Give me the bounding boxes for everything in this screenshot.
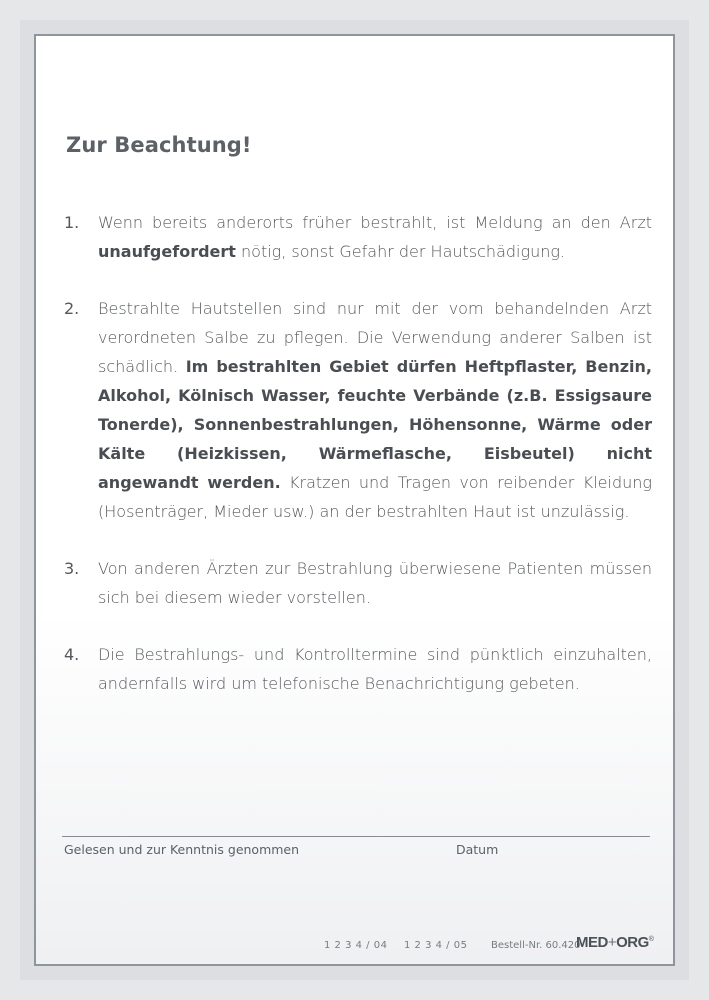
- list-item: [64, 554, 652, 612]
- item-text: [98, 294, 652, 526]
- item-text: [98, 640, 652, 698]
- medorg-logo: [576, 934, 653, 951]
- list-item: [64, 208, 652, 266]
- item-text-part: Von anderen Ärzten zur Bestrahlung überwiesene Patienten müssen sich bei diesem wieder vorstellen.: [98, 559, 652, 607]
- item-text-part: nötig, sonst Gefahr der Hautschädigung.: [235, 242, 566, 261]
- item-text-part: Die Bestrahlungs- und Kontrolltermine sind pünktlich einzuhalten, andernfalls wird um telefonische Benachrichtigung gebeten.: [98, 645, 652, 693]
- footer-code-2: 1 2 3 4 / 05: [404, 940, 468, 951]
- signature-line: [62, 836, 650, 837]
- order-number: Bestell-Nr. 60.420: [491, 940, 581, 951]
- item-number: 1.: [64, 213, 80, 232]
- list-item: [64, 640, 652, 698]
- logo-plus: +: [607, 934, 617, 951]
- date-label: Datum: [456, 842, 499, 857]
- instruction-list: [64, 208, 652, 726]
- item-number: 3.: [64, 559, 80, 578]
- item-text: [98, 554, 652, 612]
- document-title: Zur Beachtung!: [66, 133, 252, 157]
- item-number: 2.: [64, 299, 80, 318]
- document-sheet: [34, 34, 675, 966]
- logo-text-right: ORG: [616, 934, 649, 951]
- signature-label: Gelesen und zur Kenntnis genommen: [64, 842, 300, 857]
- item-text: [98, 208, 652, 266]
- item-text-part: Bestrahlte Hautstellen sind nur mit der vom behandelnden Arzt verordneten Salbe zu pflegen. Die Verwendung anderer Salben ist schädlich.: [98, 299, 652, 376]
- logo-registered-mark: ®: [648, 936, 654, 943]
- item-text-bold: Im bestrahlten Gebiet dürfen Heftpflaster, Benzin, Alkohol, Kölnisch Wasser, feuchte Verbände (z.B. Essigsaure Tonerde), Sonnenbestrahlungen, Höhensonne, Wärme oder Kälte (Heizkissen, Wärmeflasche, Eisbeutel) nicht angewandt werden.: [98, 357, 652, 492]
- item-number: 4.: [64, 645, 80, 664]
- footer-code-1: 1 2 3 4 / 04: [324, 940, 388, 951]
- logo-text-left: MED: [576, 934, 608, 951]
- item-text-part: Wenn bereits anderorts früher bestrahlt, ist Meldung an den Arzt: [98, 213, 652, 232]
- item-text-part: Kratzen und Tragen von reibender Kleidung (Hosenträger, Mieder usw.) an der bestrahlten Haut ist unzulässig.: [98, 473, 652, 521]
- list-item: [64, 294, 652, 526]
- item-text-bold: unaufgefordert: [98, 242, 236, 261]
